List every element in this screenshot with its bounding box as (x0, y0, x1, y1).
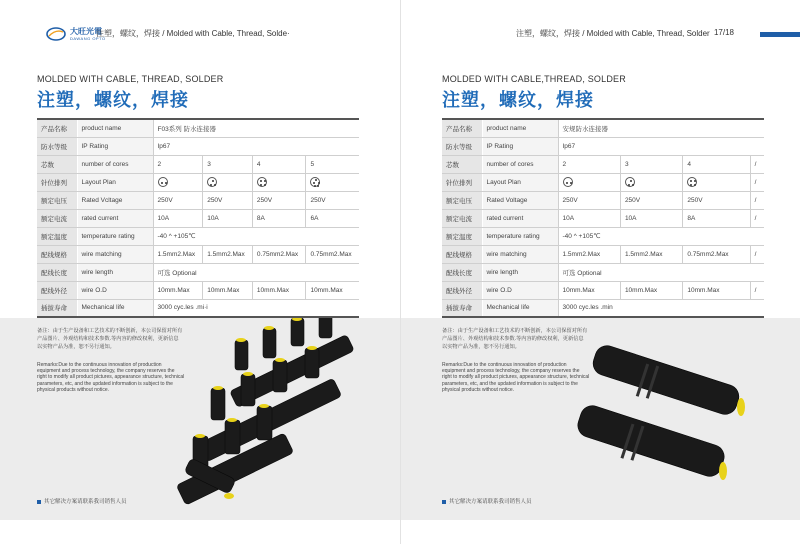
spec-value: Ip67 (153, 137, 359, 155)
spec-label-cn: 配线规格 (37, 245, 77, 263)
spec-value: 10A (558, 209, 620, 227)
spec-label-en: Rated Voltage (482, 191, 558, 209)
spec-row (442, 299, 764, 317)
spec-value (620, 173, 682, 191)
spec-row (442, 245, 764, 263)
spec-row (442, 209, 764, 227)
spec-value: 0.75mm2.Max (252, 245, 306, 263)
spec-value: 10mm.Max (252, 281, 306, 299)
inline-connector-photo (571, 345, 771, 505)
spec-value (252, 173, 306, 191)
header-accent-bar (760, 32, 800, 37)
pin-layout-2-icon (563, 177, 573, 187)
header-title: 注塑，螺纹，焊接 / Molded with Cable, Thread, Solde· (96, 29, 290, 38)
spec-label-cn: 插拔寿命 (37, 299, 77, 317)
spec-value (203, 173, 253, 191)
logo-mark-icon (46, 26, 66, 42)
spec-value: 6A (306, 209, 359, 227)
spec-value (683, 173, 750, 191)
spec-value: 250V (558, 191, 620, 209)
header-title: 注塑，螺纹，焊接 / Molded with Cable, Thread, Solder (516, 29, 710, 38)
spec-row (37, 191, 359, 209)
spec-table (37, 118, 359, 318)
pin-layout-4-icon (257, 177, 267, 187)
pin-layout-5-icon (310, 177, 320, 187)
spec-label-en: wire matching (482, 245, 558, 263)
spec-value: 3000 cyc.les .min (558, 299, 764, 317)
spec-value: 10mm.Max (683, 281, 750, 299)
spec-row (442, 173, 764, 191)
spec-value: / (750, 173, 764, 191)
spec-value: / (750, 155, 764, 173)
spec-label-en: Mechanical life (77, 299, 153, 317)
spec-label-en: Layout Plan (77, 173, 153, 191)
spec-label-cn: 芯数 (442, 155, 482, 173)
spec-value: 可选 Optional (558, 263, 764, 281)
remark-cn: 备注：由于生产设备和工艺技术的不断创新，本公司保留对所有产品图片、外观结构和技术参数.等内容的修改权利，更新信息以实物产品为准，恕不另行通知。 (37, 328, 183, 350)
spec-value: 10mm.Max (306, 281, 359, 299)
spec-value: 3000 cyc.les .mi·i (153, 299, 359, 317)
spec-label-cn: 防水等级 (37, 137, 77, 155)
spec-value: 3 (620, 155, 682, 173)
spec-label-en: product name (482, 119, 558, 137)
spec-row (37, 119, 359, 137)
footer-contact (442, 497, 532, 505)
spec-row (442, 119, 764, 137)
spec-label-cn: 额定电压 (442, 191, 482, 209)
spec-row (442, 281, 764, 299)
spec-label-en: product name (77, 119, 153, 137)
spec-value: Ip67 (558, 137, 764, 155)
section-title-en: MOLDED WITH CABLE, THREAD, SOLDER (37, 74, 224, 84)
spec-value: 3 (203, 155, 253, 173)
spec-row (442, 191, 764, 209)
connector-cluster-photo (165, 318, 375, 508)
spec-value: 1.5mm2.Max (558, 245, 620, 263)
spec-value: F03系列 防水连接器 (153, 119, 359, 137)
pin-layout-2-icon (158, 177, 168, 187)
spec-label-cn: 配线外径 (37, 281, 77, 299)
right-page (400, 0, 800, 544)
spec-label-en: wire matching (77, 245, 153, 263)
page-header (401, 22, 800, 46)
spec-label-cn: 额定温度 (37, 227, 77, 245)
spec-row (37, 173, 359, 191)
spec-value: 8A (252, 209, 306, 227)
spec-value (558, 173, 620, 191)
spec-value: / (750, 191, 764, 209)
spec-label-en: temperature rating (77, 227, 153, 245)
spec-value: 250V (252, 191, 306, 209)
spec-label-cn: 额定电压 (37, 191, 77, 209)
spec-label-en: number of cores (482, 155, 558, 173)
spec-value: / (750, 245, 764, 263)
spec-label-en: rated current (482, 209, 558, 227)
spec-row (442, 155, 764, 173)
spec-value (153, 173, 203, 191)
spec-row (442, 137, 764, 155)
spec-table (442, 118, 764, 318)
pin-layout-3-icon (625, 177, 635, 187)
spec-row (37, 155, 359, 173)
page-number: 17/18 (713, 28, 734, 37)
spec-label-cn: 产品名称 (442, 119, 482, 137)
spec-label-en: temperature rating (482, 227, 558, 245)
spec-label-en: IP Rating (77, 137, 153, 155)
spec-value: 250V (203, 191, 253, 209)
footer-square-icon (37, 500, 41, 504)
spec-row (37, 263, 359, 281)
spec-label-en: rated current (77, 209, 153, 227)
spec-label-en: number of cores (77, 155, 153, 173)
spec-value: 1.5mm2.Max (203, 245, 253, 263)
spec-label-cn: 芯数 (37, 155, 77, 173)
spec-row (37, 227, 359, 245)
remark-en: Remarks:Due to the continuous innovation of production equipment and process technology, the company reserves the right to modify all product pictures, appearance structure, technical parameters, etc, and the updated information is subject to the physical products without notice. (442, 362, 590, 393)
spec-value: 8A (683, 209, 750, 227)
spec-row (37, 137, 359, 155)
pin-layout-3-icon (207, 177, 217, 187)
spec-label-en: wire length (77, 263, 153, 281)
spec-label-en: Layout Plan (482, 173, 558, 191)
spec-row (442, 263, 764, 281)
spec-label-en: Mechanical life (482, 299, 558, 317)
spec-value: 250V (683, 191, 750, 209)
section-title-en: MOLDED WITH CABLE,THREAD, SOLDER (442, 74, 626, 84)
spec-value: 0.75mm2.Max (683, 245, 750, 263)
spec-label-en: IP Rating (482, 137, 558, 155)
spec-label-en: wire length (482, 263, 558, 281)
spec-label-cn: 配线长度 (37, 263, 77, 281)
spec-value: 2 (558, 155, 620, 173)
footer-text: 其它解决方案请联系我司销售人员 (449, 499, 532, 505)
spec-value: 10mm.Max (620, 281, 682, 299)
spec-value: / (750, 281, 764, 299)
spec-label-en: wire O.D (77, 281, 153, 299)
remark-cn: 备注：由于生产设备和工艺技术的不断创新，本公司保留对所有产品图片、外观结构和技术参数.等内容的修改权利，更新信息以实物产品为准，恕不另行通知。 (442, 328, 588, 350)
spec-row (37, 209, 359, 227)
footer-square-icon (442, 500, 446, 504)
brand-sub: DAWANG OPTO (70, 36, 106, 41)
spec-value: 安规防水连接器 (558, 119, 764, 137)
spec-label-cn: 针位排列 (442, 173, 482, 191)
spec-label-cn: 配线长度 (442, 263, 482, 281)
spec-label-cn: 插拔寿命 (442, 299, 482, 317)
spec-value: 10A (153, 209, 203, 227)
spec-value: 250V (620, 191, 682, 209)
spec-value: 4 (252, 155, 306, 173)
spec-value: 5 (306, 155, 359, 173)
spec-value: 250V (306, 191, 359, 209)
footer-text: 其它解决方案请联系我司销售人员 (44, 499, 127, 505)
spec-value: 0.75mm2.Max (306, 245, 359, 263)
spec-row (37, 281, 359, 299)
spec-value: 10A (203, 209, 253, 227)
spec-value: 2 (153, 155, 203, 173)
spec-value: 10mm.Max (153, 281, 203, 299)
spec-value: 10A (620, 209, 682, 227)
spec-value: 10mm.Max (203, 281, 253, 299)
spec-value: -40 ^ +105℃ (558, 227, 764, 245)
spec-value: 10mm.Max (558, 281, 620, 299)
spec-label-cn: 产品名称 (37, 119, 77, 137)
page-header (0, 22, 400, 46)
spec-value: 4 (683, 155, 750, 173)
section-title-cn: 注塑，螺纹，焊接 (442, 90, 594, 110)
spec-label-cn: 额定电流 (442, 209, 482, 227)
section-title-cn: 注塑，螺纹，焊接 (37, 90, 189, 110)
spec-label-en: Rated Vcltage (77, 191, 153, 209)
spec-label-cn: 额定电流 (37, 209, 77, 227)
spec-value: / (750, 209, 764, 227)
spec-label-cn: 配线规格 (442, 245, 482, 263)
spec-row (442, 227, 764, 245)
spec-value: -40 ^ +105℃ (153, 227, 359, 245)
spec-value: 1.5mm2.Max (620, 245, 682, 263)
remark-en: Remarks:Due to the continuous innovation of production equipment and process technology, the company reserves the right to modify all product pictures, appearance structure, technical parameters, etc, and the updated information is subject to the physical products without notice. (37, 362, 185, 393)
footer-contact (37, 497, 127, 505)
pin-layout-4-icon (687, 177, 697, 187)
spec-value: 1.5mm2.Max (153, 245, 203, 263)
spec-label-cn: 额定温度 (442, 227, 482, 245)
spec-label-cn: 防水等级 (442, 137, 482, 155)
spec-row (37, 299, 359, 317)
spec-value: 250V (153, 191, 203, 209)
spec-row (37, 245, 359, 263)
spec-value (306, 173, 359, 191)
spec-label-en: wire O.D (482, 281, 558, 299)
spec-value: 可选 Optional (153, 263, 359, 281)
brand-name: 大旺光電 (70, 27, 102, 36)
spec-label-cn: 针位排列 (37, 173, 77, 191)
spec-label-cn: 配线外径 (442, 281, 482, 299)
